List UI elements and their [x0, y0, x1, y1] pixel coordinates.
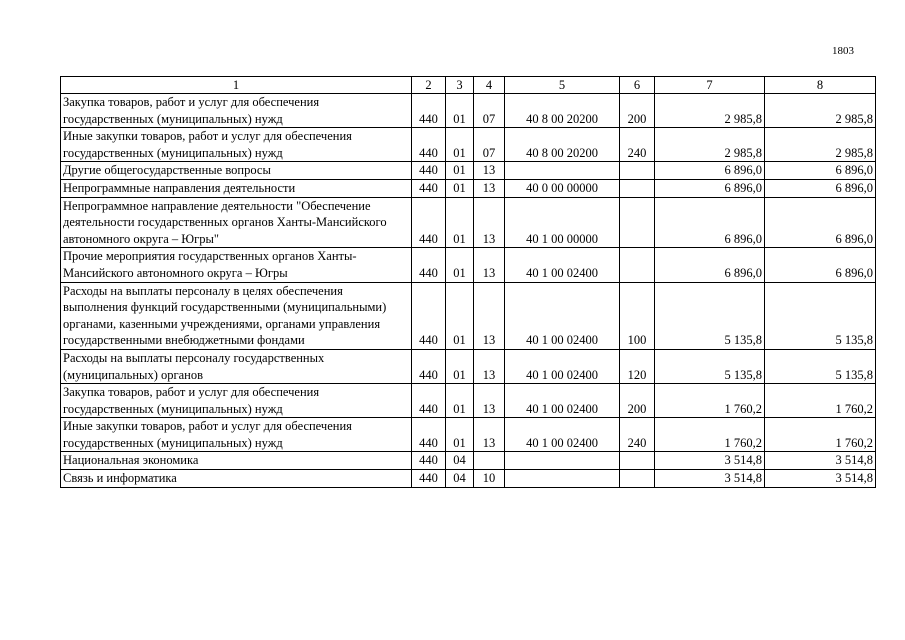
header-cell: 7: [655, 77, 765, 94]
admin-code-cell: 440: [412, 418, 446, 452]
amount-cell: 1 760,2: [655, 418, 765, 452]
table-body: [61, 94, 876, 488]
header-cell: 1: [61, 77, 412, 94]
section-cell: 01: [446, 282, 474, 349]
expense-type-cell: [620, 179, 655, 197]
amount-cell: 1 760,2: [655, 384, 765, 418]
amount-total-cell: 2 985,8: [765, 128, 876, 162]
amount-total-cell: 6 896,0: [765, 248, 876, 282]
target-article-cell: [505, 162, 620, 180]
amount-total-cell: 6 896,0: [765, 162, 876, 180]
expense-type-cell: 100: [620, 282, 655, 349]
amount-cell: 6 896,0: [655, 248, 765, 282]
table-row: [61, 179, 876, 197]
table-row: [61, 418, 876, 452]
row-name-cell: Другие общегосударственные вопросы: [61, 162, 412, 180]
table-row: [61, 197, 876, 248]
amount-total-cell: 6 896,0: [765, 179, 876, 197]
amount-cell: 2 985,8: [655, 94, 765, 128]
row-name-cell: Закупка товаров, работ и услуг для обеспечения государственных (муниципальных) нужд: [61, 384, 412, 418]
header-cell: 4: [474, 77, 505, 94]
target-article-cell: 40 1 00 00000: [505, 197, 620, 248]
admin-code-cell: 440: [412, 162, 446, 180]
section-cell: 04: [446, 452, 474, 470]
admin-code-cell: 440: [412, 179, 446, 197]
section-cell: 01: [446, 418, 474, 452]
subsection-cell: 13: [474, 418, 505, 452]
table-row: [61, 94, 876, 128]
amount-cell: 2 985,8: [655, 128, 765, 162]
amount-total-cell: 1 760,2: [765, 384, 876, 418]
section-cell: 04: [446, 470, 474, 488]
budget-table: [60, 76, 876, 488]
row-name-cell: Иные закупки товаров, работ и услуг для обеспечения государственных (муниципальных) нужд: [61, 418, 412, 452]
amount-cell: 3 514,8: [655, 470, 765, 488]
row-name-cell: Непрограммные направления деятельности: [61, 179, 412, 197]
amount-cell: 5 135,8: [655, 282, 765, 349]
expense-type-cell: [620, 248, 655, 282]
row-name-cell: Непрограммное направление деятельности "Обеспечение деятельности государственных органов Ханты-Мансийского автономного округа – Югры": [61, 197, 412, 248]
header-cell: 6: [620, 77, 655, 94]
subsection-cell: 13: [474, 162, 505, 180]
subsection-cell: 13: [474, 349, 505, 383]
subsection-cell: 07: [474, 94, 505, 128]
target-article-cell: 40 1 00 02400: [505, 248, 620, 282]
subsection-cell: 13: [474, 179, 505, 197]
table-row: [61, 282, 876, 349]
target-article-cell: 40 1 00 02400: [505, 384, 620, 418]
section-cell: 01: [446, 128, 474, 162]
admin-code-cell: 440: [412, 384, 446, 418]
section-cell: 01: [446, 94, 474, 128]
admin-code-cell: 440: [412, 128, 446, 162]
amount-cell: 6 896,0: [655, 197, 765, 248]
admin-code-cell: 440: [412, 470, 446, 488]
target-article-cell: 40 1 00 02400: [505, 282, 620, 349]
table-row: [61, 349, 876, 383]
amount-cell: 6 896,0: [655, 179, 765, 197]
target-article-cell: [505, 470, 620, 488]
section-cell: 01: [446, 384, 474, 418]
amount-total-cell: 3 514,8: [765, 452, 876, 470]
table-row: [61, 248, 876, 282]
subsection-cell: [474, 452, 505, 470]
subsection-cell: 07: [474, 128, 505, 162]
row-name-cell: Прочие мероприятия государственных органов Ханты-Мансийского автономного округа – Югры: [61, 248, 412, 282]
row-name-cell: Расходы на выплаты персоналу государственных (муниципальных) органов: [61, 349, 412, 383]
amount-total-cell: 1 760,2: [765, 418, 876, 452]
table-row: [61, 470, 876, 488]
page-number: 1803: [832, 45, 854, 57]
amount-cell: 3 514,8: [655, 452, 765, 470]
target-article-cell: 40 8 00 20200: [505, 94, 620, 128]
row-name-cell: Связь и информатика: [61, 470, 412, 488]
section-cell: 01: [446, 197, 474, 248]
expense-type-cell: [620, 162, 655, 180]
table-row: [61, 162, 876, 180]
target-article-cell: 40 1 00 02400: [505, 349, 620, 383]
section-cell: 01: [446, 162, 474, 180]
table-row: [61, 128, 876, 162]
amount-total-cell: 3 514,8: [765, 470, 876, 488]
admin-code-cell: 440: [412, 248, 446, 282]
subsection-cell: 13: [474, 197, 505, 248]
amount-cell: 5 135,8: [655, 349, 765, 383]
target-article-cell: 40 8 00 20200: [505, 128, 620, 162]
amount-total-cell: 2 985,8: [765, 94, 876, 128]
subsection-cell: 13: [474, 282, 505, 349]
header-cell: 5: [505, 77, 620, 94]
target-article-cell: 40 0 00 00000: [505, 179, 620, 197]
table-row: [61, 452, 876, 470]
admin-code-cell: 440: [412, 452, 446, 470]
admin-code-cell: 440: [412, 349, 446, 383]
section-cell: 01: [446, 179, 474, 197]
table-header-row: [61, 77, 876, 94]
expense-type-cell: [620, 452, 655, 470]
expense-type-cell: 240: [620, 418, 655, 452]
admin-code-cell: 440: [412, 282, 446, 349]
expense-type-cell: [620, 197, 655, 248]
amount-total-cell: 5 135,8: [765, 282, 876, 349]
amount-total-cell: 6 896,0: [765, 197, 876, 248]
admin-code-cell: 440: [412, 197, 446, 248]
target-article-cell: 40 1 00 02400: [505, 418, 620, 452]
header-cell: 8: [765, 77, 876, 94]
header-cell: 2: [412, 77, 446, 94]
subsection-cell: 13: [474, 384, 505, 418]
row-name-cell: Закупка товаров, работ и услуг для обеспечения государственных (муниципальных) нужд: [61, 94, 412, 128]
expense-type-cell: 200: [620, 94, 655, 128]
amount-total-cell: 5 135,8: [765, 349, 876, 383]
expense-type-cell: 200: [620, 384, 655, 418]
header-cell: 3: [446, 77, 474, 94]
subsection-cell: 13: [474, 248, 505, 282]
section-cell: 01: [446, 248, 474, 282]
subsection-cell: 10: [474, 470, 505, 488]
section-cell: 01: [446, 349, 474, 383]
expense-type-cell: 120: [620, 349, 655, 383]
row-name-cell: Национальная экономика: [61, 452, 412, 470]
expense-type-cell: 240: [620, 128, 655, 162]
target-article-cell: [505, 452, 620, 470]
row-name-cell: Расходы на выплаты персоналу в целях обеспечения выполнения функций государственными (муниципальными) органами, казенными учреждениями, органами управления государственными внебюджетными фондами: [61, 282, 412, 349]
amount-cell: 6 896,0: [655, 162, 765, 180]
row-name-cell: Иные закупки товаров, работ и услуг для обеспечения государственных (муниципальных) нужд: [61, 128, 412, 162]
table-row: [61, 384, 876, 418]
admin-code-cell: 440: [412, 94, 446, 128]
expense-type-cell: [620, 470, 655, 488]
